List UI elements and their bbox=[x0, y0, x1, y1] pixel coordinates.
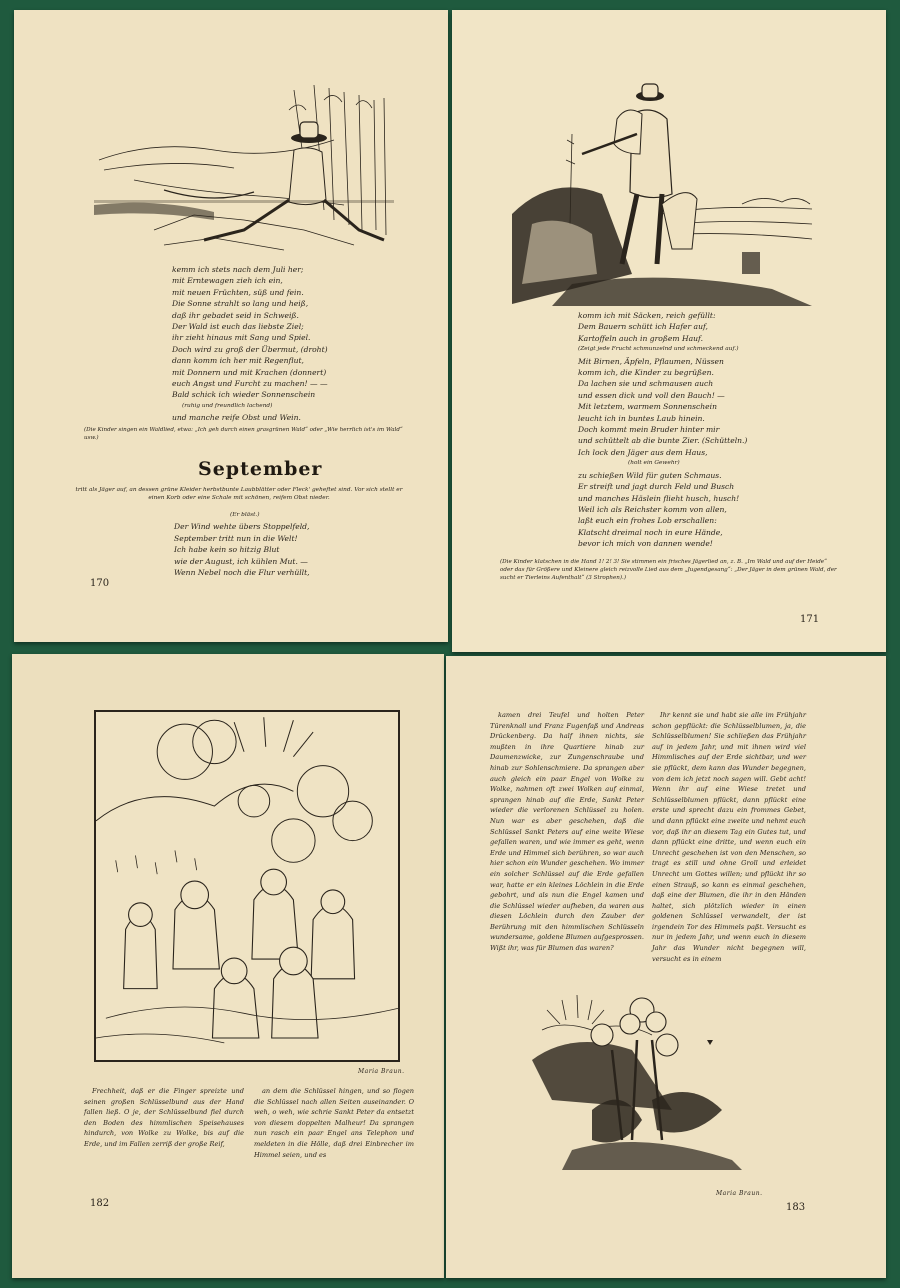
poem-september: (Er bläst.) Der Wind wehte übers Stoppelfeld, September tritt nun in die Welt! Ich habe kein so hitzig Blut wie der August, ich kühlen Mut. — Wenn Nebel noch die Flur verhüllt, bbox=[174, 512, 310, 578]
illustration-angels bbox=[94, 710, 400, 1062]
illustration-reaper bbox=[94, 80, 394, 260]
stage-intro: tritt als Jäger auf, an dessen grüne Kleider herbstbunte Laubblätter oder Fleck' geheftet sind. Vor sich stellt er einen Korb oder eine Schale mit schönen, reifem Obst nieder. bbox=[75, 487, 403, 502]
poem-august: kemm ich stets nach dem Juli her; mit Erntewagen zieh ich ein, mit neuen Früchten, süß und fein. Die Sonne strahlt so lang und heiß, daß ihr gebadet seid in Schweiß. Der Wald ist euch das liebste Ziel; ihr zieht hinaus mit Sang und Spiel. Doch wird zu groß der Übermut, (droht) dann komm ich her mit Regenflut, mit Donnern und mit Krachen (donnert) euch Angst und Furcht zu machen! — — Bald schick ich wieder Sonnenschein (ruhig und freundlich lachend) und manche reife Obst und Wein. bbox=[172, 265, 328, 423]
page-number: 182 bbox=[90, 1198, 110, 1209]
text-column-left: kamen drei Teufel und holten Peter Türenknall und Franz Fugenfaß und Andreas Drückenberg. Da half ihnen nichts, sie mußten in ihre Quartiere hinab zur Daumenzwicke, zur Zungenschraube und hinab zur Sohlenschmiere. Da sprangen aber auch gleich ein paar Engel von Wolke zu Wolke, nahmen oft zwei Wolken auf einmal, sprangen hinab auf die Erde, Sankt Peter wieder die verlorenen Schlüssel zu holen. Nun war es aber geschehen, daß die Schlüssel Sankt Peters auf eine weite Wiese gefallen waren, und wie immer es geht, wenn Erde und Himmel sich berühren, so war auch hier schon ein Wunder geschehen. Wo immer ein solcher Schlüssel auf die Erde gefallen war, hatte er ein kleines Löchlein in die Erde gebohrt, und als nun die Engel kamen und die Schlüssel wieder aufheben, da waren aus diesen Löchlein durch den Zauber der Berührung mit den himmlischen Schlüsseln wundersame, goldene Blumen aufgesprossen. Wißt ihr, was für Blumen das waren? bbox=[490, 711, 644, 953]
page-171 bbox=[452, 10, 886, 652]
page-number: 171 bbox=[800, 614, 820, 625]
page-170 bbox=[14, 10, 448, 642]
text-column-left: Frechheit, daß er die Finger spreizte und seinen großen Schlüsselbund aus der Hand fallen ließ. O je, der Schlüsselbund fiel durch den Boden des himmlischen Speisehauses hindurch, von Wolke zu Wolke, bis auf die Erde, und im Fallen zerriß der große Reif, bbox=[84, 1087, 244, 1148]
text-column-right: an dem die Schlüssel hingen, und so flogen die Schlüssel nach allen Seiten auseinander. O weh, o weh, wie schrie Sankt Peter da entsetzt von diesem doppelten Malheur! Da sprangen nun rasch ein paar Engel ans Telephon und meldeten in die Hölle, daß drei Einbrecher im Himmel seien, und es bbox=[254, 1087, 414, 1159]
page-182 bbox=[12, 654, 444, 1278]
text-column-right: Ihr kennt sie und habt sie alle im Frühjahr schon gepflückt: die Schlüsselblumen, ja, die Schlüsselblumen! Sie schließen das Frühjahr auf in jedem Jahr, und mit ihnen wird viel Himmlisches auf der Erde sichtbar, und wer sie pflückt, dem kann das Wunder begegnen, von dem ich jetzt noch sagen will. Gebt acht! Wenn ihr auf eine Wiese tretet und Schlüsselblumen pflückt, dann pflückt eine erste und sprecht dazu ein frommes Gebet, und dann pflückt eine zweite und nehmt euch vor, daß ihr an diesem Tag ein Gutes tut, und dann pflückt eine dritte, und wenn euch ein Unrecht geschehen ist von den Menschen, so tragt es still und ohne Groll und erleidet Unrecht um Gottes willen; und pflückt ihr so einen Strauß, so kann es einmal geschehen, daß eine der Blumen, die ihr in den Händen haltet, sich plötzlich wieder in einen goldenen Schlüssel verwandelt, der ist irgendein Tor des Himmels paßt. Versucht es nur in jedem Jahr, und wenn euch in diesem Jahr das Wunder nicht begegnen will, versucht es in einem bbox=[652, 711, 806, 963]
section-heading: September bbox=[198, 458, 323, 480]
illustration-hunter bbox=[512, 74, 812, 306]
page-number: 170 bbox=[90, 578, 110, 589]
illustration-credit: Maria Braun. bbox=[358, 1068, 405, 1075]
poem-september-cont: komm ich mit Säcken, reich gefüllt: Dem Bauern schütt ich Hafer auf, Kartoffeln auch in großem Hauf. (Zeigt jede Frucht schmunzelnd und schmeckend auf.) Mit Birnen, Äpfeln, Pflaumen, Nüssen komm ich, die Kinder zu begrüßen. Da lachen sie und schmausen auch und essen dick und voll den Bauch! — Mit letztem, warmem Sonnenschein leucht ich in buntes Laub hinein. Doch kommt mein Bruder hinter mir und schüttelt ab die bunte Zier. (Schütteln.) Ich lock den Jäger aus dem Haus, (holt ein Gewehr) zu schießen Wild für guten Schmaus. Er streift und jagt durch Feld und Busch und manches Häslein flieht husch, husch! Weil ich als Reichster komm von allen, laßt euch ein frohes Lob erschallen: Klatscht dreimal noch in eure Hände, bevor ich mich von dannen wende! bbox=[578, 311, 748, 549]
stage-note: (Die Kinder singen ein Waldlied, etwa: „Ich geh durch einen grasgrünen Wald“ oder „Wie herrlich ist's im Wald“ usw.) bbox=[84, 427, 403, 442]
stage-note: (Die Kinder klatschen in die Hand 1! 2! 3! Sie stimmen ein frisches Jägerlied an, z. B. „Im Wald und auf der Heide“ oder das für Größere und Kleinere gleich reizvolle Lied aus dem „Jugendgesang“: „Der Jäger in dem grünen Wald, der sucht er Tierleins Aufenthalt“ (3 Strophen).) bbox=[500, 559, 837, 582]
page-number: 183 bbox=[786, 1202, 806, 1213]
illustration-primroses bbox=[532, 990, 762, 1180]
page-183 bbox=[446, 656, 886, 1278]
illustration-credit: Maria Braun. bbox=[716, 1190, 763, 1197]
